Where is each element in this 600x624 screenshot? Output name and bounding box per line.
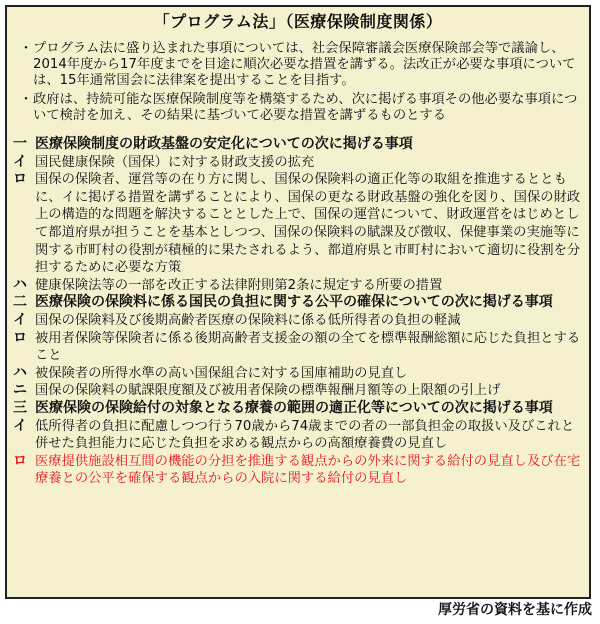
item-label: 一 bbox=[13, 136, 27, 153]
item-text: 医療保険の保険給付の対象となる療養の範囲の適正化等についての次に掲げる事項 bbox=[35, 399, 553, 416]
summary-bullet bbox=[19, 41, 581, 90]
bullet-mark: ・ bbox=[19, 41, 33, 56]
bullet-mark: ・ bbox=[19, 91, 33, 107]
section-heading-1 bbox=[13, 136, 583, 154]
item-text: 国保の保険料及び後期高齢者医療の保険料に係る低所得者の負担の軽減 bbox=[35, 312, 461, 328]
bullet-text: プログラム法に盛り込まれた事項については、社会保障審議会医療保険部会等で議論し、2014年度から17年度までを目途に順次必要な措置を講ずる。法改正が必要な事項については、15年通常国会に法律案を提出することを目指す。 bbox=[33, 41, 576, 89]
bullet-text: 政府は、持続可能な医療保険制度等を構築するため、次に掲げる事項その他必要な事項について検討を加え、その結果に基づいて必要な措置を講ずるものとする bbox=[33, 91, 578, 123]
item-text: 医療提供施設相互間の機能の分担を推進する観点からの外来に関する給付の見直し及び在宅療養との公平を確保する観点からの入院に関する給付の見直し bbox=[35, 453, 581, 487]
list-item bbox=[13, 154, 583, 172]
list-item bbox=[13, 312, 583, 330]
item-label: イ bbox=[13, 417, 27, 434]
item-text: 被用者保険等保険者に係る後期高齢者支援金の額の全てを標準報酬総額に応じた負担とすること bbox=[35, 330, 581, 364]
item-label: イ bbox=[13, 153, 27, 170]
item-label: 三 bbox=[13, 399, 27, 416]
list-item bbox=[13, 171, 583, 277]
item-text: 国保の保険料の賦課限度額及び被用者保険の標準報酬月額等の上限額の引上げ bbox=[35, 383, 501, 399]
list-item bbox=[13, 418, 583, 453]
item-label: 二 bbox=[13, 294, 27, 311]
document-panel bbox=[5, 5, 591, 599]
item-label: ニ bbox=[13, 382, 27, 399]
item-text: 健康保険法等の一部を改正する法律附則第2条に規定する所要の措置 bbox=[35, 277, 443, 293]
item-text: 医療保険制度の財政基盤の安定化についての次に掲げる事項 bbox=[35, 136, 413, 153]
list-item bbox=[13, 365, 583, 383]
section-heading-3 bbox=[13, 400, 583, 418]
section-heading-2 bbox=[13, 294, 583, 312]
item-text: 被保険者の所得水準の高い国保組合に対する国庫補助の見直し bbox=[35, 365, 408, 381]
list-item bbox=[13, 330, 583, 365]
item-text: 医療保険の保険料に係る国民の負担に関する公平の確保についての次に掲げる事項 bbox=[35, 294, 553, 311]
item-label: イ bbox=[13, 311, 27, 328]
item-label: ロ bbox=[13, 329, 27, 346]
item-text: 国民健康保険（国保）に対する財政支援の拡充 bbox=[35, 154, 315, 170]
item-text: 国保の保険者、運営等の在り方に関し、国保の保険料の適正化等の取組を推進するとともに、イに掲げる措置を講ずることにより、国保の更なる財政基盤の強化を図り、国保の財政上の構造的な問題を解決することとした上で、国保の運営について、財政運営をはじめとして都道府県が担うことを基本としつつ、国保の保険料の賦課及び徴収、保健事業の実施等に関する市町村の役割が積極的に果たされるよう、都道府県と市町村において適切に役割を分担するために必要な方策 bbox=[35, 172, 581, 276]
document-title: 「プログラム法」（医療保険制度関係） bbox=[153, 12, 443, 31]
measure-list bbox=[13, 136, 583, 488]
item-label: ロ bbox=[13, 452, 27, 469]
item-label: ハ bbox=[13, 276, 27, 293]
summary-bullet bbox=[19, 92, 581, 124]
list-item bbox=[13, 382, 583, 400]
item-label: ロ bbox=[13, 171, 27, 188]
summary-list bbox=[19, 41, 581, 124]
item-text: 低所得者の負担に配慮しつつ行う70歳から74歳までの者の一部負担金の取扱い及びこれと併せた負担能力に応じた負担を求める観点からの高額療養費の見直し bbox=[35, 418, 575, 452]
highlighted-item bbox=[13, 453, 583, 488]
list-item bbox=[13, 277, 583, 295]
item-label: ハ bbox=[13, 364, 27, 381]
source-credit: 厚労省の資料を基に作成 bbox=[438, 602, 592, 618]
